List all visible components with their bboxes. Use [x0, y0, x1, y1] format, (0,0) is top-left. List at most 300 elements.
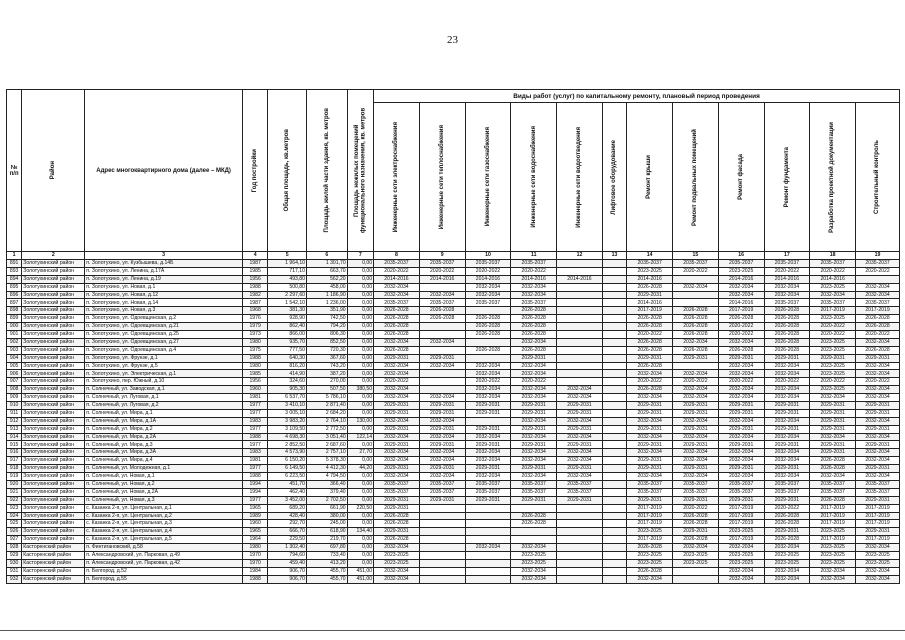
- table-cell: 2029-2031: [374, 465, 420, 473]
- table-cell: 2035-2037: [374, 488, 420, 496]
- table-cell: 1970: [242, 559, 267, 567]
- table-cell: 733,40: [306, 551, 347, 559]
- table-cell: Золотухинский район: [22, 496, 85, 504]
- table-cell: Золотухинский район: [22, 512, 85, 520]
- table-cell: 618,90: [306, 528, 347, 536]
- table-cell: 2032-2034: [511, 544, 557, 552]
- table-row: [7, 386, 900, 394]
- table-cell: 2026-2028: [764, 536, 810, 544]
- table-cell: Золотухинский район: [22, 260, 85, 268]
- table-cell: 2026-2028: [374, 512, 420, 520]
- table-cell: 0,00: [347, 283, 373, 291]
- table-cell: п. Александровский, ул. Парковая, д.49: [85, 551, 243, 559]
- table-cell: 2017-2019: [718, 536, 764, 544]
- table-cell: 2032-2034: [764, 575, 810, 583]
- table-cell: 899: [7, 315, 22, 323]
- table-cell: 2032-2034: [673, 386, 719, 394]
- table-cell: 2029-2031: [673, 528, 719, 536]
- table-cell: [557, 504, 603, 512]
- table-cell: [856, 275, 900, 283]
- table-cell: 130,00: [347, 417, 373, 425]
- col-header-work: [465, 103, 511, 252]
- table-cell: 895: [7, 283, 22, 291]
- table-cell: 2029-2031: [718, 409, 764, 417]
- table-cell: Золотухинский район: [22, 354, 85, 362]
- table-cell: 2023-2025: [810, 338, 856, 346]
- table-cell: [419, 575, 465, 583]
- table-cell: 2032-2034: [718, 449, 764, 457]
- table-cell: 2029-2031: [374, 409, 420, 417]
- table-cell: 2026-2028: [764, 512, 810, 520]
- table-cell: 2032-2034: [764, 433, 810, 441]
- table-cell: [602, 425, 626, 433]
- table-cell: 2032-2034: [856, 417, 900, 425]
- table-cell: 2023-2025: [810, 544, 856, 552]
- table-cell: 893: [7, 267, 22, 275]
- table-cell: 2032-2034: [465, 433, 511, 441]
- table-cell: 720,30: [306, 346, 347, 354]
- col-header-address: [85, 90, 243, 252]
- table-cell: Касторенский район: [22, 567, 85, 575]
- table-cell: [602, 528, 626, 536]
- table-cell: 2032-2034: [764, 362, 810, 370]
- table-cell: [602, 567, 626, 575]
- table-cell: [557, 346, 603, 354]
- table-cell: 2026-2028: [673, 520, 719, 528]
- table-cell: п. Солнечный, ул. Новая, д.3: [85, 496, 243, 504]
- table-cell: 5 786,10: [306, 394, 347, 402]
- table-cell: 2029-2031: [557, 425, 603, 433]
- table-cell: 2029-2031: [718, 402, 764, 410]
- table-cell: 2032-2034: [511, 283, 557, 291]
- table-cell: Золотухинский район: [22, 267, 85, 275]
- table-cell: п. Золотухино, ул. Новая, д.1: [85, 283, 243, 291]
- table-cell: 0,00: [347, 473, 373, 481]
- table-cell: 928: [7, 544, 22, 552]
- table-cell: 2026-2028: [374, 307, 420, 315]
- table-cell: [557, 559, 603, 567]
- table-cell: 2026-2028: [465, 315, 511, 323]
- table-row: [7, 504, 900, 512]
- table-cell: 2023-2025: [627, 267, 673, 275]
- table-cell: 2032-2034: [465, 283, 511, 291]
- table-cell: [557, 544, 603, 552]
- table-cell: 2035-2037: [764, 480, 810, 488]
- table-cell: п. Солнечный, ул. Мира, д.4: [85, 457, 243, 465]
- table-cell: п. Солнечный, ул. Новая, д.2А: [85, 488, 243, 496]
- table-cell: п. Солнечный, ул. Мира, д.3А: [85, 449, 243, 457]
- table-cell: 2017-2019: [856, 504, 900, 512]
- table-cell: 2017-2019: [810, 536, 856, 544]
- table-cell: 2020-2022: [627, 378, 673, 386]
- table-cell: 2032-2034: [810, 567, 856, 575]
- table-cell: 2023-2025: [810, 283, 856, 291]
- table-cell: 2023-2025: [810, 528, 856, 536]
- table-cell: 2026-2028: [673, 315, 719, 323]
- table-cell: 5 378,30: [306, 457, 347, 465]
- table-cell: [602, 354, 626, 362]
- table-cell: [557, 267, 603, 275]
- table-cell: п. Солнечный, ул. Новая, д.2: [85, 480, 243, 488]
- table-cell: 2029-2031: [511, 402, 557, 410]
- table-cell: 2029-2031: [673, 441, 719, 449]
- table-cell: 906,70: [268, 575, 307, 583]
- table-cell: 2035-2037: [856, 480, 900, 488]
- table-cell: 2026-2028: [511, 520, 557, 528]
- table-cell: 2023-2025: [673, 559, 719, 567]
- table-cell: 2029-2031: [374, 354, 420, 362]
- table-cell: [557, 354, 603, 362]
- table-cell: 2017-2019: [810, 307, 856, 315]
- table-cell: 2032-2034: [374, 386, 420, 394]
- table-cell: 2029-2031: [810, 417, 856, 425]
- table-cell: Золотухинский район: [22, 457, 85, 465]
- table-cell: 2026-2028: [627, 283, 673, 291]
- table-cell: 2029-2031: [374, 441, 420, 449]
- table-cell: 925: [7, 520, 22, 528]
- table-cell: 2035-2037: [419, 480, 465, 488]
- table-cell: 455,70: [306, 575, 347, 583]
- table-cell: п. Золотухино, пер. Южный, д.10: [85, 378, 243, 386]
- table-cell: 2020-2022: [511, 378, 557, 386]
- table-row: [7, 402, 900, 410]
- table-cell: 6 150,20: [268, 457, 307, 465]
- col-header-work: [557, 103, 603, 252]
- table-cell: [557, 567, 603, 575]
- table-cell: 2035-2037: [856, 299, 900, 307]
- table-cell: 2035-2037: [810, 480, 856, 488]
- table-cell: 414,90: [268, 370, 307, 378]
- col-header-work-text: Разработка проектной документации: [829, 121, 836, 233]
- table-cell: 2020-2022: [764, 378, 810, 386]
- table-cell: 219,70: [306, 536, 347, 544]
- table-cell: 2029-2031: [764, 496, 810, 504]
- table-row: [7, 575, 900, 583]
- table-cell: 1977: [242, 402, 267, 410]
- column-number: 18: [810, 252, 856, 260]
- table-cell: 2032-2034: [465, 449, 511, 457]
- table-cell: 0,00: [347, 394, 373, 402]
- table-cell: 0,00: [347, 331, 373, 339]
- table-cell: [419, 378, 465, 386]
- table-cell: 2029-2031: [511, 441, 557, 449]
- table-cell: 2029-2031: [557, 402, 603, 410]
- table-cell: 2029-2031: [673, 465, 719, 473]
- table-cell: 1987: [242, 299, 267, 307]
- table-cell: 907: [7, 378, 22, 386]
- table-cell: 2014-2016: [419, 275, 465, 283]
- table-cell: [557, 512, 603, 520]
- table-cell: 2032-2034: [764, 386, 810, 394]
- table-cell: [419, 567, 465, 575]
- table-cell: 2032-2034: [764, 394, 810, 402]
- table-cell: 455,70: [306, 567, 347, 575]
- table-cell: 2023-2025: [810, 559, 856, 567]
- table-cell: 930: [7, 559, 22, 567]
- table-cell: 0,00: [347, 559, 373, 567]
- table-cell: 2035-2037: [419, 260, 465, 268]
- table-cell: Золотухинский район: [22, 520, 85, 528]
- table-cell: п. Александровский, ул. Парковая, д.42: [85, 559, 243, 567]
- table-cell: [602, 575, 626, 583]
- table-cell: [602, 504, 626, 512]
- table-cell: 2026-2028: [511, 331, 557, 339]
- table-cell: [419, 346, 465, 354]
- table-cell: 2035-2037: [810, 260, 856, 268]
- table-cell: 2026-2028: [465, 346, 511, 354]
- table-cell: 2020-2022: [856, 378, 900, 386]
- table-cell: [602, 465, 626, 473]
- table-cell: 2029-2031: [419, 496, 465, 504]
- table-cell: 2017-2019: [627, 307, 673, 315]
- table-cell: 640,30: [268, 354, 307, 362]
- table-cell: 451,00: [347, 567, 373, 575]
- table-cell: 2017-2019: [627, 520, 673, 528]
- table-cell: 2029-2031: [856, 425, 900, 433]
- table-cell: 2026-2028: [511, 315, 557, 323]
- table-cell: п. Солнечный, ул. Заводская, д.1: [85, 386, 243, 394]
- table-cell: 794,20: [306, 323, 347, 331]
- table-cell: 1985: [242, 370, 267, 378]
- table-cell: 2020-2022: [673, 378, 719, 386]
- table-cell: Золотухинский район: [22, 338, 85, 346]
- table-cell: 0,00: [347, 362, 373, 370]
- table-cell: [602, 267, 626, 275]
- table-cell: [465, 417, 511, 425]
- table-cell: 2023-2025: [810, 315, 856, 323]
- table-cell: 2029-2031: [718, 465, 764, 473]
- table-cell: 2035-2037: [856, 488, 900, 496]
- table-cell: 380,00: [306, 512, 347, 520]
- table-cell: 2032-2034: [511, 575, 557, 583]
- table-cell: 2020-2022: [810, 331, 856, 339]
- table-cell: 904: [7, 354, 22, 362]
- table-row: [7, 567, 900, 575]
- table-cell: 245,00: [306, 520, 347, 528]
- table-cell: 2029-2031: [718, 354, 764, 362]
- table-cell: 914: [7, 433, 22, 441]
- table-cell: 2017-2019: [627, 504, 673, 512]
- col-header-work-text: Инженерные сети электроснабжения: [393, 121, 400, 233]
- table-cell: [557, 323, 603, 331]
- table-cell: 2032-2034: [810, 433, 856, 441]
- table-cell: 2026-2028: [627, 386, 673, 394]
- table-cell: 2032-2034: [511, 567, 557, 575]
- table-cell: 2029-2031: [627, 409, 673, 417]
- table-cell: 2026-2028: [764, 307, 810, 315]
- table-cell: 2032-2034: [511, 449, 557, 457]
- table-row: [7, 409, 900, 417]
- table-cell: [465, 559, 511, 567]
- table-cell: п. Золотухино, ул. Фрунзе, д.1: [85, 354, 243, 362]
- table-cell: 898: [7, 307, 22, 315]
- table-cell: 777,50: [268, 346, 307, 354]
- table-cell: 3 452,00: [268, 496, 307, 504]
- table-cell: 917: [7, 457, 22, 465]
- table-cell: п. Белгород, д.52: [85, 567, 243, 575]
- table-cell: 2032-2034: [557, 433, 603, 441]
- table-cell: 2032-2034: [374, 473, 420, 481]
- table-cell: Золотухинский район: [22, 370, 85, 378]
- table-cell: [465, 354, 511, 362]
- table-cell: п. Золотухино, ул. Ленина, д.19: [85, 275, 243, 283]
- table-cell: 0,00: [347, 378, 373, 386]
- table-cell: 2032-2034: [673, 370, 719, 378]
- table-cell: 0,00: [347, 536, 373, 544]
- table-cell: 2029-2031: [856, 528, 900, 536]
- table-cell: п. Золотухино, ул. Электрическая, д.1: [85, 370, 243, 378]
- table-cell: Золотухинский район: [22, 528, 85, 536]
- table-cell: Касторенский район: [22, 551, 85, 559]
- table-cell: 2026-2028: [856, 323, 900, 331]
- table-cell: 2026-2028: [673, 331, 719, 339]
- table-cell: 2035-2037: [419, 488, 465, 496]
- table-cell: 2032-2034: [627, 433, 673, 441]
- table-cell: [419, 323, 465, 331]
- table-cell: 2035-2037: [718, 260, 764, 268]
- table-cell: п. Золотухино, ул. Одоевщинская, д.21: [85, 323, 243, 331]
- table-cell: 2029-2031: [764, 354, 810, 362]
- table-cell: 2032-2034: [718, 370, 764, 378]
- table-cell: 2029-2031: [627, 441, 673, 449]
- table-cell: 2023-2025: [764, 559, 810, 567]
- table-cell: 2020-2022: [810, 267, 856, 275]
- table-cell: 2032-2034: [419, 449, 465, 457]
- table-cell: 1964: [242, 536, 267, 544]
- col-header-work-text: Ремонт подвальных помещений: [692, 128, 699, 226]
- column-number: 7: [347, 252, 373, 260]
- table-cell: 2032-2034: [810, 394, 856, 402]
- table-cell: [419, 331, 465, 339]
- table-cell: Золотухинский район: [22, 488, 85, 496]
- table-cell: [419, 544, 465, 552]
- table-cell: [602, 480, 626, 488]
- col-header-work-text: Ремонт фасада: [737, 154, 744, 200]
- table-cell: 2032-2034: [718, 417, 764, 425]
- table-cell: с. Казанка 2-я, ул. Центральная, д.4: [85, 528, 243, 536]
- table-cell: 2017-2019: [856, 512, 900, 520]
- table-cell: 2029-2031: [465, 402, 511, 410]
- col-header-work-text: Инженерные сети теплоснабжения: [439, 124, 446, 230]
- table-cell: 2026-2028: [673, 323, 719, 331]
- table-cell: 905,30: [268, 386, 307, 394]
- table-cell: 2029-2031: [627, 496, 673, 504]
- table-cell: 2029-2031: [374, 496, 420, 504]
- table-cell: [465, 575, 511, 583]
- col-header-work: [718, 103, 764, 252]
- table-cell: 0,00: [347, 291, 373, 299]
- table-cell: 916: [7, 449, 22, 457]
- table-cell: Золотухинский район: [22, 465, 85, 473]
- col-header-work-text: Ремонт фундамента: [783, 146, 790, 208]
- table-cell: 1988: [242, 433, 267, 441]
- column-number: 12: [557, 252, 603, 260]
- table-cell: 2014-2016: [718, 275, 764, 283]
- table-cell: 2032-2034: [856, 283, 900, 291]
- table-cell: 2029-2031: [856, 441, 900, 449]
- table-cell: п. Золотухино, ул. Одоевщинская, д.27: [85, 338, 243, 346]
- table-cell: 2 297,60: [268, 291, 307, 299]
- table-cell: 2032-2034: [673, 283, 719, 291]
- table-cell: 2017-2019: [627, 536, 673, 544]
- table-cell: 2023-2025: [718, 528, 764, 536]
- table-cell: [465, 551, 511, 559]
- table-cell: 2035-2037: [374, 260, 420, 268]
- table-cell: 458,00: [306, 283, 347, 291]
- table-cell: 2023-2025: [856, 559, 900, 567]
- table-cell: 2026-2028: [673, 536, 719, 544]
- table-cell: 2032-2034: [465, 291, 511, 299]
- table-cell: 2023-2025: [718, 559, 764, 567]
- table-cell: [602, 307, 626, 315]
- table-cell: 2026-2028: [511, 307, 557, 315]
- col-header-nonres-area: [347, 90, 373, 252]
- table-cell: 2032-2034: [764, 449, 810, 457]
- table-cell: 500,80: [268, 283, 307, 291]
- table-cell: 2035-2037: [465, 260, 511, 268]
- table-cell: п. Золотухино, ул. Ленина, д.17А: [85, 267, 243, 275]
- table-cell: Золотухинский район: [22, 504, 85, 512]
- col-header-year: [242, 90, 267, 252]
- table-cell: 806,30: [306, 331, 347, 339]
- table-cell: 2026-2028: [627, 315, 673, 323]
- table-cell: Касторенский район: [22, 575, 85, 583]
- table-cell: 2029-2031: [627, 457, 673, 465]
- table-cell: 2026-2028: [764, 520, 810, 528]
- table-cell: 2026-2028: [374, 323, 420, 331]
- table-cell: [602, 394, 626, 402]
- table-cell: 2032-2034: [673, 457, 719, 465]
- table-cell: [673, 575, 719, 583]
- table-cell: 2029-2031: [465, 496, 511, 504]
- table-cell: [419, 283, 465, 291]
- table-cell: п. Солнечный, ул. Луговая, д.2: [85, 402, 243, 410]
- table-cell: [465, 536, 511, 544]
- table-cell: 2026-2028: [810, 496, 856, 504]
- table-cell: 902: [7, 338, 22, 346]
- table-cell: 2032-2034: [673, 473, 719, 481]
- table-cell: 2032-2034: [718, 362, 764, 370]
- table-cell: [602, 536, 626, 544]
- table-row: [7, 346, 900, 354]
- table-cell: 2029-2031: [374, 528, 420, 536]
- table-cell: 816,20: [268, 362, 307, 370]
- table-cell: 2026-2028: [673, 346, 719, 354]
- table-cell: [602, 544, 626, 552]
- table-cell: 2032-2034: [465, 386, 511, 394]
- table-cell: Золотухинский район: [22, 362, 85, 370]
- col-header-district-text: Район: [50, 161, 57, 180]
- table-cell: 2032-2034: [419, 338, 465, 346]
- table-cell: 2014-2016: [764, 275, 810, 283]
- table-cell: 2035-2037: [557, 488, 603, 496]
- table-cell: 2032-2034: [856, 394, 900, 402]
- table-row: [7, 520, 900, 528]
- table-cell: 2017-2019: [856, 520, 900, 528]
- table-cell: 1980: [242, 362, 267, 370]
- table-cell: [557, 528, 603, 536]
- table-cell: [419, 559, 465, 567]
- col-header-total-area-text: Общая площадь, кв.метров: [284, 129, 291, 212]
- table-cell: 2032-2034: [627, 417, 673, 425]
- table-cell: 2035-2037: [627, 260, 673, 268]
- table-cell: 2026-2028: [419, 307, 465, 315]
- page-number: 23: [447, 34, 458, 46]
- table-cell: [602, 362, 626, 370]
- table-cell: 270,00: [306, 378, 347, 386]
- table-cell: 1956: [242, 378, 267, 386]
- table-cell: 2032-2034: [419, 457, 465, 465]
